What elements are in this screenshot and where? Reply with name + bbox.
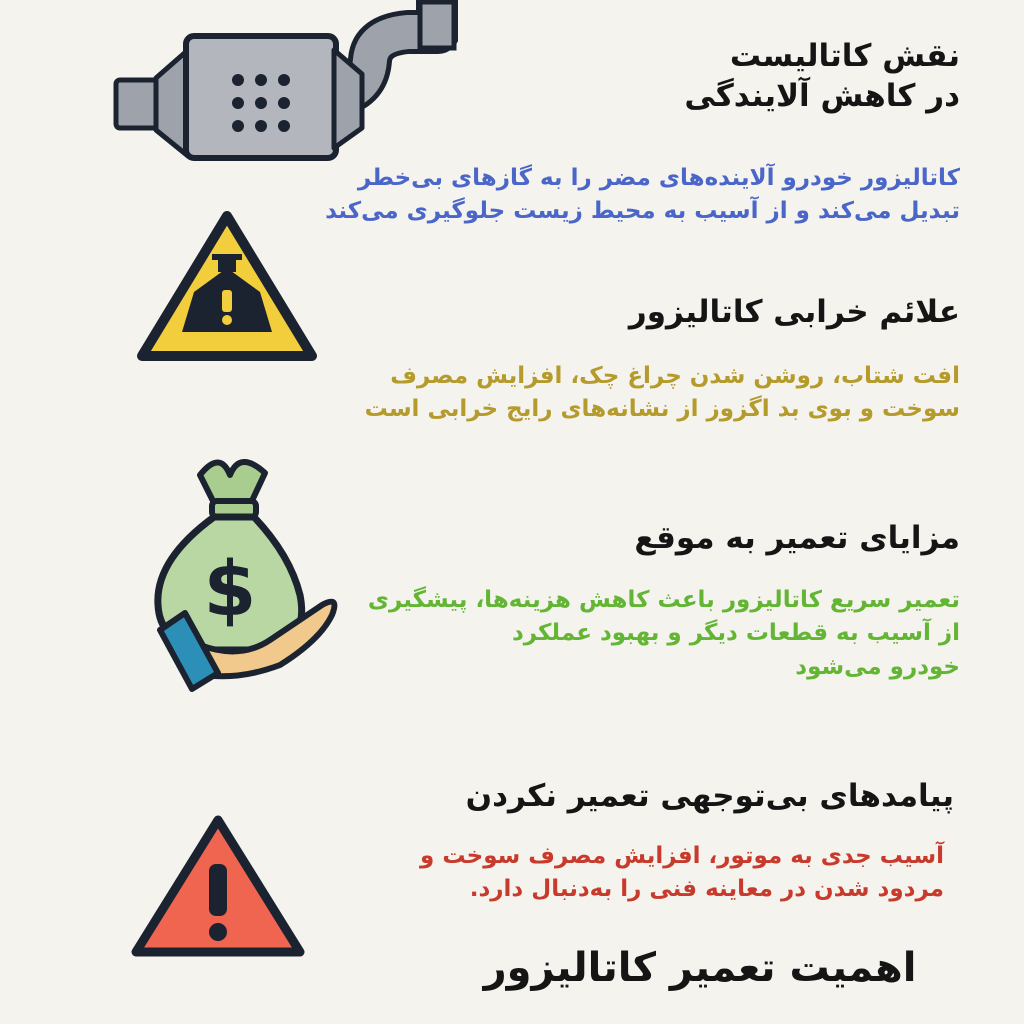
section-1-title: نقش کاتالیست در کاهش آلایندگی — [684, 38, 960, 115]
section-3-title: مزایای تعمیر به موقع — [634, 520, 960, 556]
section-2-body: افت شتاب، روشن شدن چراغ چک، افزایش مصرف سوخت و بوی بد اگزوز از نشانه‌های رایج خرابی است — [364, 363, 960, 423]
section-1-body: کاتالیزور خودرو آلاینده‌های مضر را به گازهای بی‌خطر تبدیل می‌کند و از آسیب به محیط زیست جلوگیری می‌کند — [325, 165, 960, 225]
warning-sign-icon — [132, 206, 322, 370]
section-4-body: آسیب جدی به موتور، افزایش مصرف سوخت و مردود شدن در معاینه فنی را به‌دنبال دارد. — [420, 843, 944, 903]
catalytic-converter-icon — [108, 0, 458, 165]
section-3-body: تعمیر سریع کاتالیزور باعث کاهش هزینه‌ها، پیشگیری از آسیب به قطعات دیگر و بهبود عملکرد خودرو می‌شود — [367, 587, 960, 680]
section-4-title: پیامدهای بی‌توجهی تعمیر نکردن — [465, 778, 954, 814]
alert-triangle-icon — [128, 812, 308, 962]
footer-title: اهمیت تعمیر کاتالیزور — [483, 945, 917, 991]
svg-text:$: $ — [203, 544, 257, 633]
section-2-title: علائم خرابی کاتالیزور — [628, 294, 960, 330]
